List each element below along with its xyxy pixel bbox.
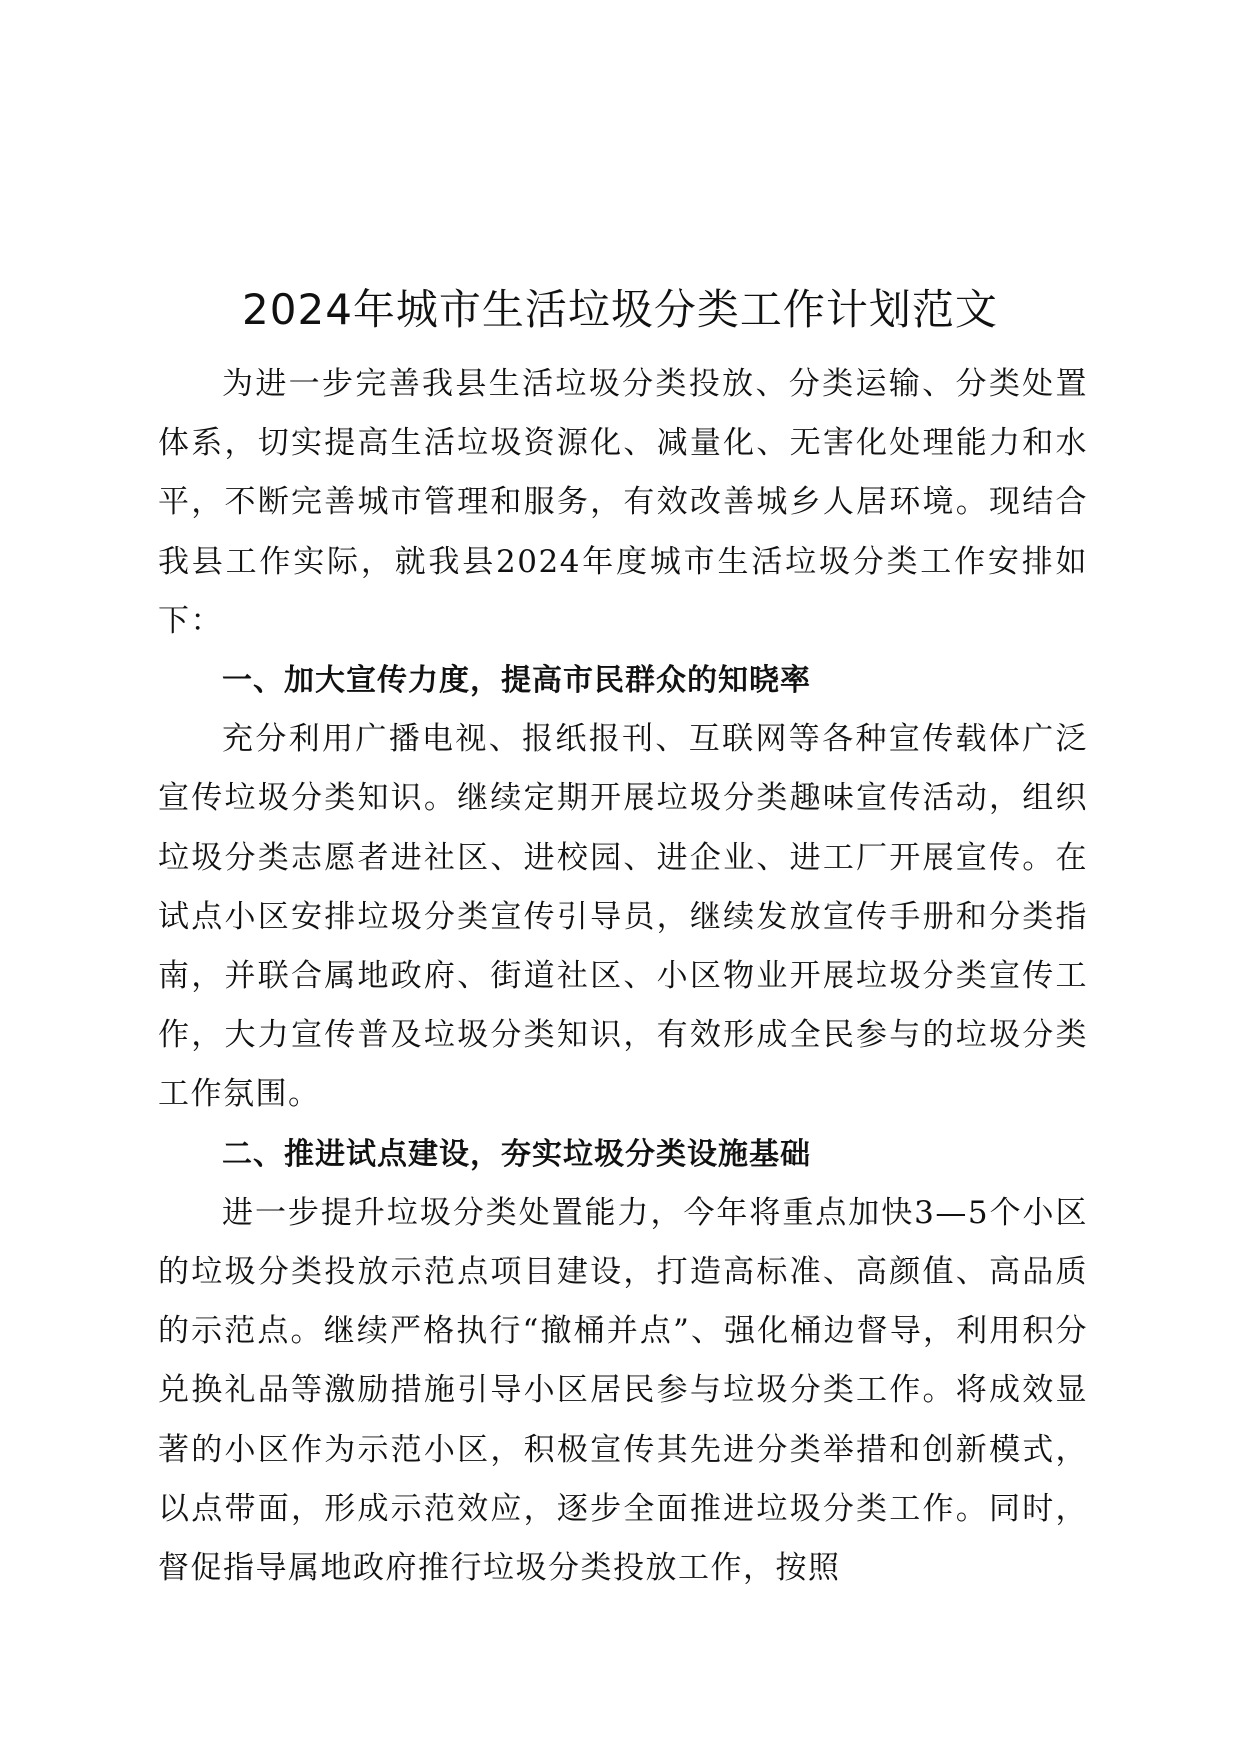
section-2-heading: 二、推进试点建设，夯实垃圾分类设施基础: [222, 1136, 811, 1172]
section-2-paragraph: 进一步提升垃圾分类处置能力，今年将重点加快3—5个小区的垃圾分类投放示范点项目建设，打造高标准、高颜值、高品质的示范点。继续严格执行“撤桶并点”、强化桶边督导，利用积分兑换礼品等激励措施引导小区居民参与垃圾分类工作。将成效显著的小区作为示范小区，积极宣传其先进分类举措和创新模式，以点带面，形成示范效应，逐步全面推进垃圾分类工作。同时，督促指导属地政府推行垃圾分类投放工作，按照: [158, 1194, 1088, 1587]
section-1-paragraph: 充分利用广播电视、报纸报刊、互联网等各种宣传载体广泛宣传垃圾分类知识。继续定期开展垃圾分类趣味宣传活动，组织垃圾分类志愿者进社区、进校园、进企业、进工厂开展宣传。在试点小区安排垃圾分类宣传引导员，继续发放宣传手册和分类指南，并联合属地政府、街道社区、小区物业开展垃圾分类宣传工作，大力宣传普及垃圾分类知识，有效形成全民参与的垃圾分类工作氛围。: [158, 721, 1088, 1113]
intro-paragraph: 为进一步完善我县生活垃圾分类投放、分类运输、分类处置体系，切实提高生活垃圾资源化、减量化、无害化处理能力和水平，不断完善城市管理和服务，有效改善城乡人居环境。现结合我县工作实际，就我县2024年度城市生活垃圾分类工作安排如下：: [158, 366, 1088, 639]
section-1-heading: 一、加大宣传力度，提高市民群众的知晓率: [222, 663, 811, 699]
document-body: [158, 355, 1088, 1598]
document-title: 2024年城市生活垃圾分类工作计划范文: [242, 285, 998, 334]
